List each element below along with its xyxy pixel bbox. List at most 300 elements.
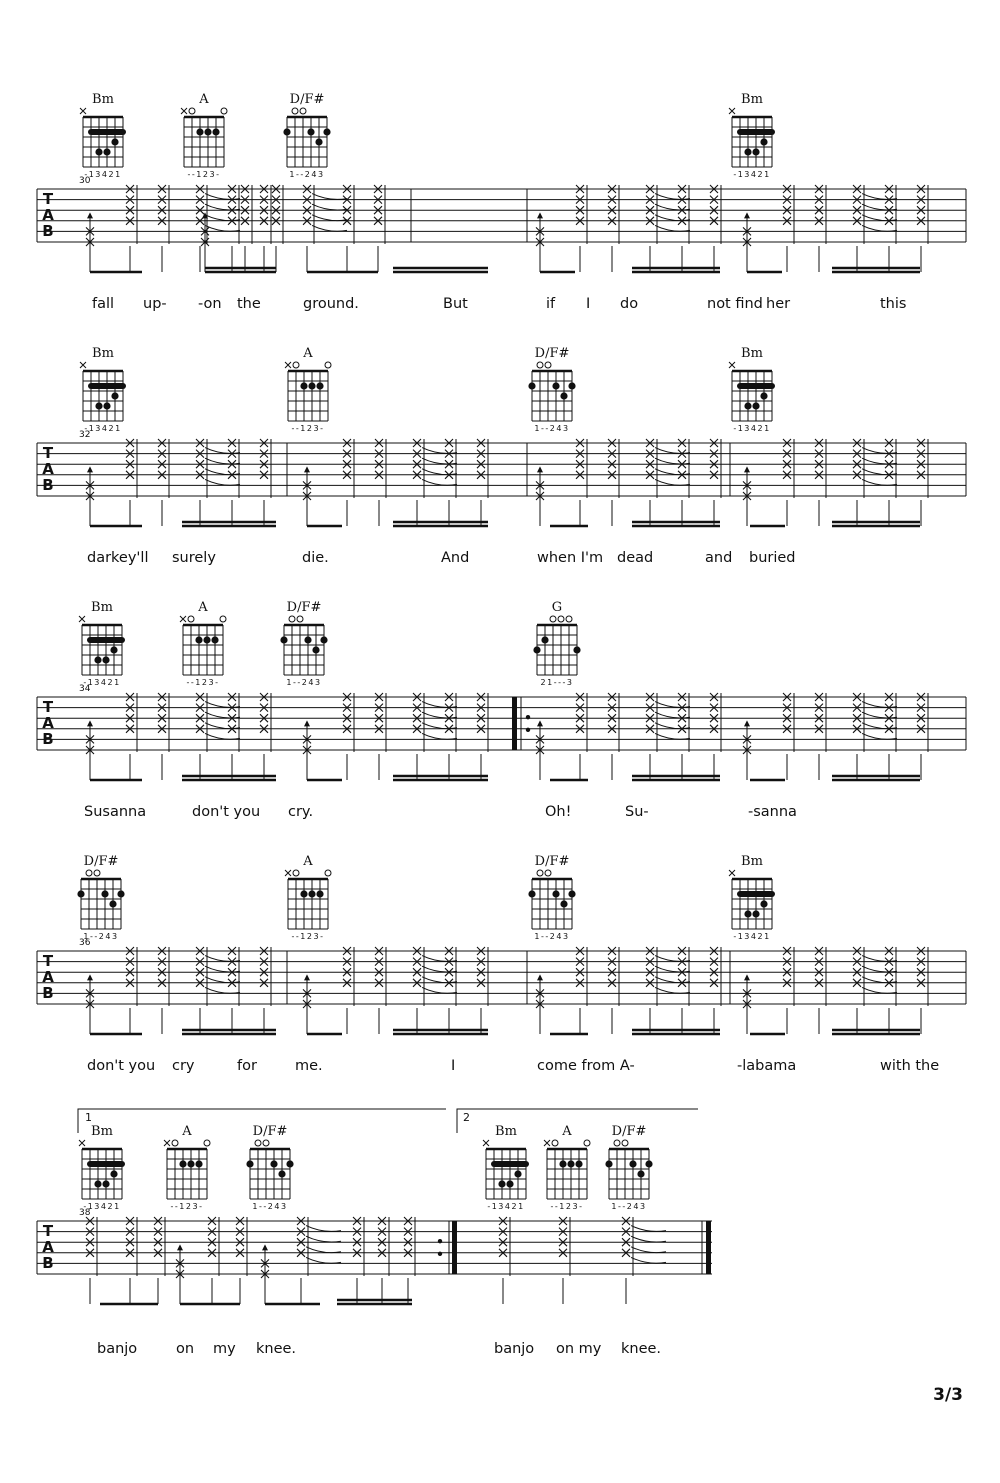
finger-dot [212, 128, 219, 135]
chord-diagram-df [528, 346, 575, 433]
finger-dot [573, 646, 580, 653]
open-marker [292, 108, 298, 114]
strum-stroke [343, 693, 354, 780]
repeat-end-thick [452, 1221, 457, 1274]
strum-stroke [260, 693, 271, 780]
finger-numbers: 1--243 [534, 424, 570, 433]
open-marker [622, 1140, 628, 1146]
strum-stroke [228, 439, 239, 526]
lyric-word: me. [295, 1058, 323, 1074]
strum-stroke [260, 185, 271, 272]
tab-staff [37, 430, 966, 526]
strum-stroke [158, 185, 169, 272]
strum-stroke [445, 947, 456, 1034]
strum-arrow [177, 1244, 183, 1250]
bar-number: 36 [79, 938, 91, 948]
chord-diagram-bm [729, 854, 775, 941]
finger-numbers: -13421 [84, 424, 122, 433]
tab-staff [37, 684, 966, 780]
strum-stroke [885, 947, 896, 1034]
chord-name: D/F# [286, 600, 322, 615]
tab-clef-letter: B [42, 730, 54, 748]
strum-stroke [378, 1217, 389, 1304]
chord-name: A [182, 1124, 192, 1139]
chord-diagram-a [180, 600, 226, 687]
chord-diagram-a [285, 854, 331, 941]
finger-numbers: -13421 [733, 932, 771, 941]
open-marker [537, 870, 543, 876]
strum-arrow [744, 720, 750, 726]
strum-stroke [208, 1217, 219, 1304]
finger-dot [315, 138, 322, 145]
lyric-word: die. [302, 550, 329, 566]
lyric-word: on my [556, 1341, 602, 1357]
finger-numbers: -13421 [84, 170, 122, 179]
finger-dot [203, 636, 210, 643]
chord-diagram-bm [79, 600, 125, 687]
bar-number: 32 [79, 430, 91, 440]
lyric-word: when I'm [537, 550, 604, 566]
slur [312, 215, 347, 221]
chord-name: D/F# [252, 1124, 288, 1139]
finger-dot [637, 1170, 644, 1177]
strum-arrow [537, 466, 543, 472]
strum-stroke [608, 439, 619, 526]
finger-dot [760, 900, 767, 907]
mute-marker [285, 362, 291, 368]
strum-stroke [710, 947, 721, 1034]
strum-stroke [343, 947, 354, 1034]
chord-diagram-bm [483, 1124, 529, 1211]
slur [655, 225, 690, 231]
strum-stroke [158, 693, 169, 780]
strum-arrow [744, 974, 750, 980]
chord-diagram-bm [729, 346, 775, 433]
barre [88, 383, 126, 389]
finger-dot [541, 636, 548, 643]
lyric-word: dead [617, 550, 654, 566]
strum-stroke [815, 185, 826, 272]
slur [862, 225, 897, 231]
finger-dot [760, 392, 767, 399]
open-marker [297, 616, 303, 622]
finger-dot [316, 382, 323, 389]
strum-stroke [559, 1217, 570, 1304]
tab-clef-letter: A [42, 206, 54, 224]
repeat-dot [526, 715, 530, 719]
chord-diagram-a [164, 1124, 210, 1211]
finger-dot [760, 138, 767, 145]
strum-stroke [678, 693, 689, 780]
finger-numbers: -13421 [733, 170, 771, 179]
finger-dot [103, 402, 110, 409]
barre [737, 383, 775, 389]
open-marker [584, 1140, 590, 1146]
strum-stroke [126, 1217, 137, 1304]
lyric-word: the [237, 296, 261, 312]
open-marker [220, 616, 226, 622]
strum-stroke [678, 185, 689, 272]
strum-stroke [154, 1217, 165, 1304]
finger-dot [101, 890, 108, 897]
finger-dot [307, 128, 314, 135]
arpeggio-stroke [303, 185, 347, 272]
finger-numbers: 1--243 [286, 678, 322, 687]
mute-marker [80, 108, 86, 114]
open-marker [86, 870, 92, 876]
slur [862, 733, 897, 739]
finger-dot [752, 402, 759, 409]
chord-diagram-a [285, 346, 331, 433]
strum-stroke [917, 947, 928, 1034]
barre [737, 129, 775, 135]
strum-stroke [576, 693, 587, 780]
finger-dot [320, 636, 327, 643]
strum-stroke [608, 947, 619, 1034]
finger-dot [300, 890, 307, 897]
finger-numbers: 1--243 [83, 932, 119, 941]
finger-dot [568, 890, 575, 897]
chord-name: D/F# [83, 854, 119, 869]
slur [205, 733, 240, 739]
finger-dot [559, 1160, 566, 1167]
strum-stroke [260, 947, 271, 1034]
finger-dot [568, 382, 575, 389]
mute-marker [729, 870, 735, 876]
chord-diagram-a [544, 1124, 590, 1211]
finger-dot [111, 392, 118, 399]
finger-dot [528, 890, 535, 897]
lyric-word: Susanna [84, 804, 147, 820]
final-thick [706, 1221, 711, 1274]
open-marker [204, 1140, 210, 1146]
finger-dot [567, 1160, 574, 1167]
finger-dot [605, 1160, 612, 1167]
strum-arrow [87, 212, 93, 218]
strum-stroke [608, 185, 619, 272]
open-marker [172, 1140, 178, 1146]
strum-stroke [576, 947, 587, 1034]
system-2 [37, 346, 966, 566]
open-marker [189, 108, 195, 114]
strum-stroke [228, 185, 239, 272]
finger-dot [278, 1170, 285, 1177]
strum-stroke [678, 439, 689, 526]
strum-stroke [885, 693, 896, 780]
tab-clef-letter: B [42, 222, 54, 240]
volta-bracket-2 [457, 1109, 698, 1133]
open-marker [289, 616, 295, 622]
finger-dot [211, 636, 218, 643]
chord-name: A [303, 346, 313, 361]
slur [205, 225, 240, 231]
chord-diagram-a [181, 92, 227, 179]
open-marker [94, 870, 100, 876]
chord-diagram-df [528, 854, 575, 941]
slur [312, 194, 347, 200]
bar-number: 34 [79, 684, 91, 694]
open-marker [545, 870, 551, 876]
strum-stroke [375, 439, 386, 526]
lyric-word: cry [172, 1058, 195, 1074]
lyric-word: and [705, 550, 733, 566]
barre [737, 891, 775, 897]
strum-stroke [260, 439, 271, 526]
strum-arrow [537, 720, 543, 726]
open-marker [537, 362, 543, 368]
barre [88, 129, 126, 135]
finger-dot [204, 128, 211, 135]
strum-arrow [262, 1244, 268, 1250]
slur [631, 1257, 666, 1263]
tab-clef-letter: T [42, 190, 54, 208]
slur [655, 733, 690, 739]
finger-dot [533, 646, 540, 653]
lyric-word: don't you [87, 1058, 156, 1074]
system-5 [37, 1109, 712, 1357]
finger-dot [110, 646, 117, 653]
finger-dot [552, 382, 559, 389]
finger-dot [312, 646, 319, 653]
chord-name: A [562, 1124, 572, 1139]
strum-stroke [126, 185, 137, 272]
finger-dot [270, 1160, 277, 1167]
chord-name: A [199, 92, 209, 107]
finger-numbers: 1--243 [611, 1202, 647, 1211]
strum-stroke [477, 439, 488, 526]
open-marker [293, 870, 299, 876]
finger-numbers: -13421 [83, 1202, 121, 1211]
slur [631, 1247, 666, 1253]
tab-clef-letter: A [42, 714, 54, 732]
lyric-word: darkey'll [87, 550, 149, 566]
chord-diagram-df [280, 600, 327, 687]
finger-numbers: --123- [291, 424, 325, 433]
lyric-word: my [213, 1341, 236, 1357]
finger-numbers: -13421 [733, 424, 771, 433]
strum-stroke [126, 693, 137, 780]
finger-dot [629, 1160, 636, 1167]
mute-marker [79, 1140, 85, 1146]
strum-stroke [236, 1217, 247, 1304]
strum-stroke [126, 947, 137, 1034]
mute-marker [79, 616, 85, 622]
lyric-word: not find [707, 296, 763, 312]
arpeggio-stroke [297, 1217, 341, 1304]
lyrics-line [84, 804, 797, 820]
strum-stroke [885, 439, 896, 526]
strum-stroke [272, 185, 283, 272]
strum-arrow [304, 466, 310, 472]
finger-dot [283, 128, 290, 135]
slur [655, 987, 690, 993]
strum-stroke [783, 185, 794, 272]
finger-dot [308, 382, 315, 389]
slur [631, 1226, 666, 1232]
lyric-word: don't you [192, 804, 261, 820]
open-marker [558, 616, 564, 622]
open-marker [545, 362, 551, 368]
chord-name: Bm [92, 92, 114, 107]
finger-dot [506, 1180, 513, 1187]
mute-marker [164, 1140, 170, 1146]
finger-dot [95, 148, 102, 155]
finger-numbers: -13421 [83, 678, 121, 687]
finger-dot [744, 402, 751, 409]
system-1 [37, 92, 966, 312]
finger-dot [300, 382, 307, 389]
lyric-word: banjo [97, 1341, 138, 1357]
chord-diagram-df [605, 1124, 652, 1211]
tab-staff [37, 1208, 712, 1304]
strum-arrow [304, 720, 310, 726]
finger-numbers: 1--243 [252, 1202, 288, 1211]
strum-stroke [917, 185, 928, 272]
strum-stroke [783, 439, 794, 526]
tab-staff [37, 938, 966, 1034]
lyric-word: for [237, 1058, 257, 1074]
tab-clef-letter: T [42, 444, 54, 462]
finger-dot [575, 1160, 582, 1167]
chord-diagram-df [283, 92, 330, 179]
chord-name: A [198, 600, 208, 615]
lyric-word: knee. [256, 1341, 297, 1357]
chord-name: D/F# [534, 346, 570, 361]
strum-arrow [87, 466, 93, 472]
finger-dot [117, 890, 124, 897]
finger-numbers: 21---3 [540, 678, 574, 687]
lyric-word: her [766, 296, 791, 312]
barre [87, 1161, 125, 1167]
slur [312, 225, 347, 231]
open-marker [614, 1140, 620, 1146]
strum-stroke [375, 947, 386, 1034]
slur [205, 987, 240, 993]
strum-arrow [537, 974, 543, 980]
finger-dot [94, 656, 101, 663]
finger-dot [316, 890, 323, 897]
open-marker [255, 1140, 261, 1146]
finger-dot [560, 900, 567, 907]
finger-numbers: --123- [550, 1202, 584, 1211]
lyric-word: I [586, 296, 591, 312]
system-4 [37, 854, 966, 1074]
finger-dot [196, 128, 203, 135]
strum-stroke [917, 439, 928, 526]
chord-diagram-df [77, 854, 124, 941]
finger-dot [744, 148, 751, 155]
strum-stroke [917, 693, 928, 780]
system-3 [37, 600, 966, 820]
lyric-word: Oh! [545, 804, 572, 820]
strum-stroke [343, 185, 354, 272]
repeat-dot [438, 1252, 442, 1256]
lyric-word: -labama [737, 1058, 797, 1074]
lyric-word: And [441, 550, 470, 566]
finger-dot [95, 402, 102, 409]
open-marker [325, 362, 331, 368]
strum-stroke [710, 693, 721, 780]
chord-diagram-bm [80, 92, 126, 179]
finger-dot [498, 1180, 505, 1187]
chord-name: Bm [92, 346, 114, 361]
strum-stroke [815, 947, 826, 1034]
repeat-start-thick [512, 697, 517, 750]
finger-numbers: --123- [170, 1202, 204, 1211]
mute-marker [544, 1140, 550, 1146]
lyric-word: do [620, 296, 639, 312]
strum-stroke [374, 185, 385, 272]
mute-marker [180, 616, 186, 622]
slur [655, 479, 690, 485]
strum-stroke [353, 1217, 364, 1304]
strum-arrow [87, 974, 93, 980]
tab-clef-letter: T [42, 698, 54, 716]
lyric-word: with the [880, 1058, 940, 1074]
finger-dot [195, 636, 202, 643]
strum-stroke [477, 947, 488, 1034]
finger-dot [752, 910, 759, 917]
slur [306, 1247, 341, 1253]
tab-clef-letter: A [42, 460, 54, 478]
open-marker [300, 108, 306, 114]
finger-dot [246, 1160, 253, 1167]
volta-number: 2 [463, 1111, 470, 1124]
strum-stroke [710, 439, 721, 526]
strum-stroke [343, 439, 354, 526]
strum-stroke [158, 439, 169, 526]
open-marker [293, 362, 299, 368]
lyrics-line [87, 550, 796, 566]
strum-stroke [815, 693, 826, 780]
mute-marker [729, 108, 735, 114]
finger-dot [323, 128, 330, 135]
strum-stroke [86, 1217, 97, 1304]
open-marker [550, 616, 556, 622]
strum-stroke [576, 185, 587, 272]
strum-stroke [783, 693, 794, 780]
lyric-word: But [443, 296, 468, 312]
finger-dot [528, 382, 535, 389]
lyric-word: I [451, 1058, 456, 1074]
strum-stroke [885, 185, 896, 272]
open-marker [263, 1140, 269, 1146]
chord-name: G [551, 600, 563, 615]
finger-dot [286, 1160, 293, 1167]
lyric-word: cry. [288, 804, 314, 820]
chord-name: Bm [741, 854, 763, 869]
chord-name: Bm [741, 346, 763, 361]
slur [862, 479, 897, 485]
finger-dot [110, 1170, 117, 1177]
finger-dot [77, 890, 84, 897]
mute-marker [181, 108, 187, 114]
mute-marker [729, 362, 735, 368]
strum-stroke [228, 947, 239, 1034]
finger-numbers: --123- [186, 678, 220, 687]
lyric-word: Su- [625, 804, 649, 820]
lyric-word: fall [92, 296, 115, 312]
chord-diagram-bm [80, 346, 126, 433]
finger-dot [187, 1160, 194, 1167]
lyric-word: banjo [494, 1341, 535, 1357]
slur [306, 1236, 341, 1242]
chord-name: A [303, 854, 313, 869]
chord-name: Bm [495, 1124, 517, 1139]
slur [422, 733, 457, 739]
strum-stroke [228, 693, 239, 780]
slur [422, 987, 457, 993]
